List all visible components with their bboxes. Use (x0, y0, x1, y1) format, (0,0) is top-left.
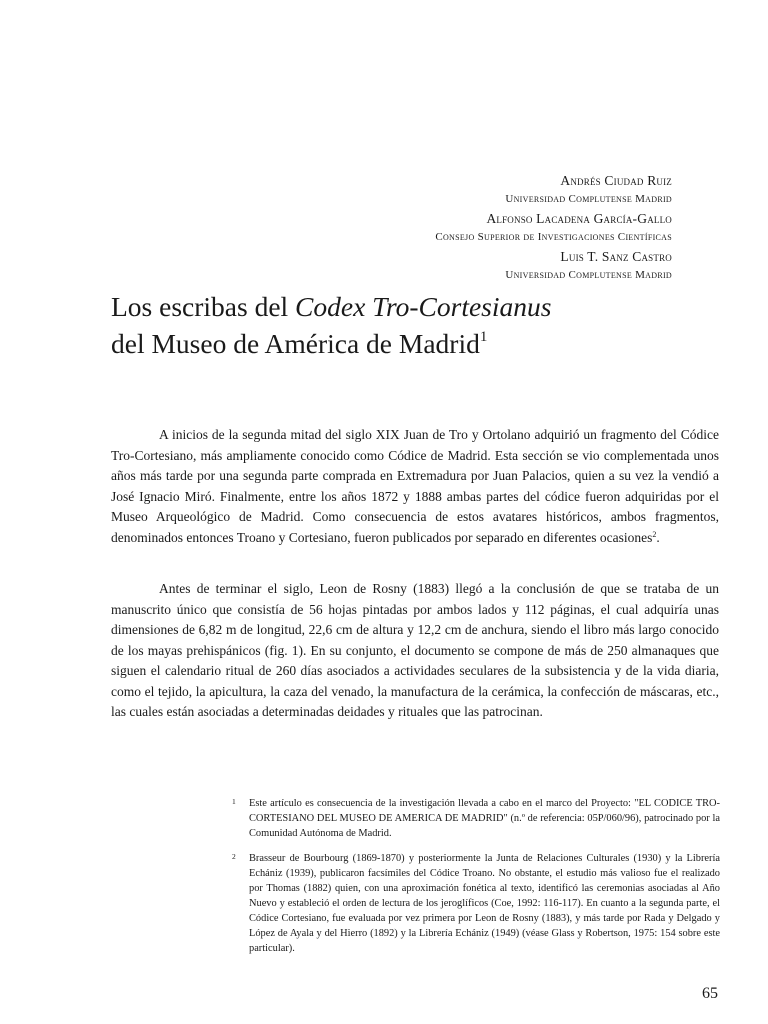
footnote-text: Este artículo es consecuencia de la investigación llevada a cabo en el marco del Proyecto: "EL CODICE TRO-CORTESIANO DEL MUSEO DE AMERICA DE MADRID" (n.º de referencia: 05P/060/96), patrocinado por la Comunidad Autónoma de Madrid. (249, 798, 720, 839)
body-paragraph (111, 425, 719, 548)
footnote-text: Brasseur de Bourbourg (1869-1870) y posteriormente la Junta de Relaciones Culturales (1930) y la Librería Echániz (1939), publicaron facsímiles del Códice Troano. No obstante, el estudio más valioso fue el realizado por Thomas (1882) quien, con una aproximación fonética al texto, identificó las ceremonias asociadas al Año Nuevo y estableció el orden de lectura de los jeroglíficos (Coe, 1992: 116-117). En cuanto a la segunda parte, el Códice Cortesiano, fue evaluada por vez primera por Leon de Rosny (1883), y más tarde por Rada y Delgado y López de Ayala y del Hierro (1892) y la Librería Echániz (1949) (véase Glass y Robertson, 1975: 154 sobre este particular). (249, 853, 720, 954)
author-name: Luis T. Sanz Castro (560, 249, 672, 264)
footnote-ref[interactable]: 2 (652, 529, 657, 539)
author-affiliation: Universidad Complutense Madrid (505, 193, 672, 205)
title-footnote-ref[interactable]: 1 (479, 329, 488, 345)
footnote (232, 796, 720, 841)
paragraph-end: . (656, 529, 660, 545)
author-name: Andrés Ciudad Ruiz (560, 173, 672, 188)
title-italic: Codex Tro-Cortesianus (295, 291, 552, 322)
title-part-2: del Museo de América de Madrid (111, 328, 480, 359)
body-paragraph (111, 579, 719, 723)
page-number: 65 (702, 985, 718, 1002)
author-affiliation: Consejo Superior de Investigaciones Científicas (435, 231, 672, 243)
paragraph-text: Antes de terminar el siglo, Leon de Rosny (1883) llegó a la conclusión de que se trataba de un manuscrito único que consistía de 56 hojas pintadas por ambos lados y 112 páginas, el cual adquiría unas dimensiones de 6,82 m de longitud, 22,6 cm de altura y 12,2 cm de anchura, siendo el libro más largo conocido de los mayas prehispánicos (fig. 1). En su conjunto, el documento se compone de más de 250 almanaques que siguen el calendario ritual de 260 días asociados a actividades seculares de la subsistencia y de la vida diaria, como el tejido, la apicultura, la caza del venado, la manufactura de la cerámica, la confección de máscaras, etc., las cuales están asociadas a determinadas deidades y rituales que las patrocinan. (111, 581, 719, 719)
paragraph-text: A inicios de la segunda mitad del siglo XIX Juan de Tro y Ortolano adquirió un fragmento del Códice Tro-Cortesiano, más ampliamente conocido como Códice de Madrid. Esta sección se vio complementada unos años más tarde por una segunda parte comprada en Extremadura por Juan Palacios, quien a su vez la vendió a José Ignacio Miró. Finalmente, entre los años 1872 y 1888 ambas partes del códice fueron adquiridas por el Museo Arqueológico de Madrid. Como consecuencia de estos avatares históricos, ambos fragmentos, denominados entonces Troano y Cortesiano, fueron publicados por separado en diferentes ocasiones (111, 427, 719, 545)
title-part-1: Los escribas del (111, 291, 296, 322)
footnote (232, 851, 720, 956)
footnote-mark: 2 (232, 852, 236, 861)
footnote-mark: 1 (232, 797, 236, 806)
author-affiliation: Universidad Complutense Madrid (505, 269, 672, 281)
article-title (111, 288, 671, 362)
author-name: Alfonso Lacadena García-Gallo (486, 211, 672, 226)
author-block (435, 171, 672, 285)
